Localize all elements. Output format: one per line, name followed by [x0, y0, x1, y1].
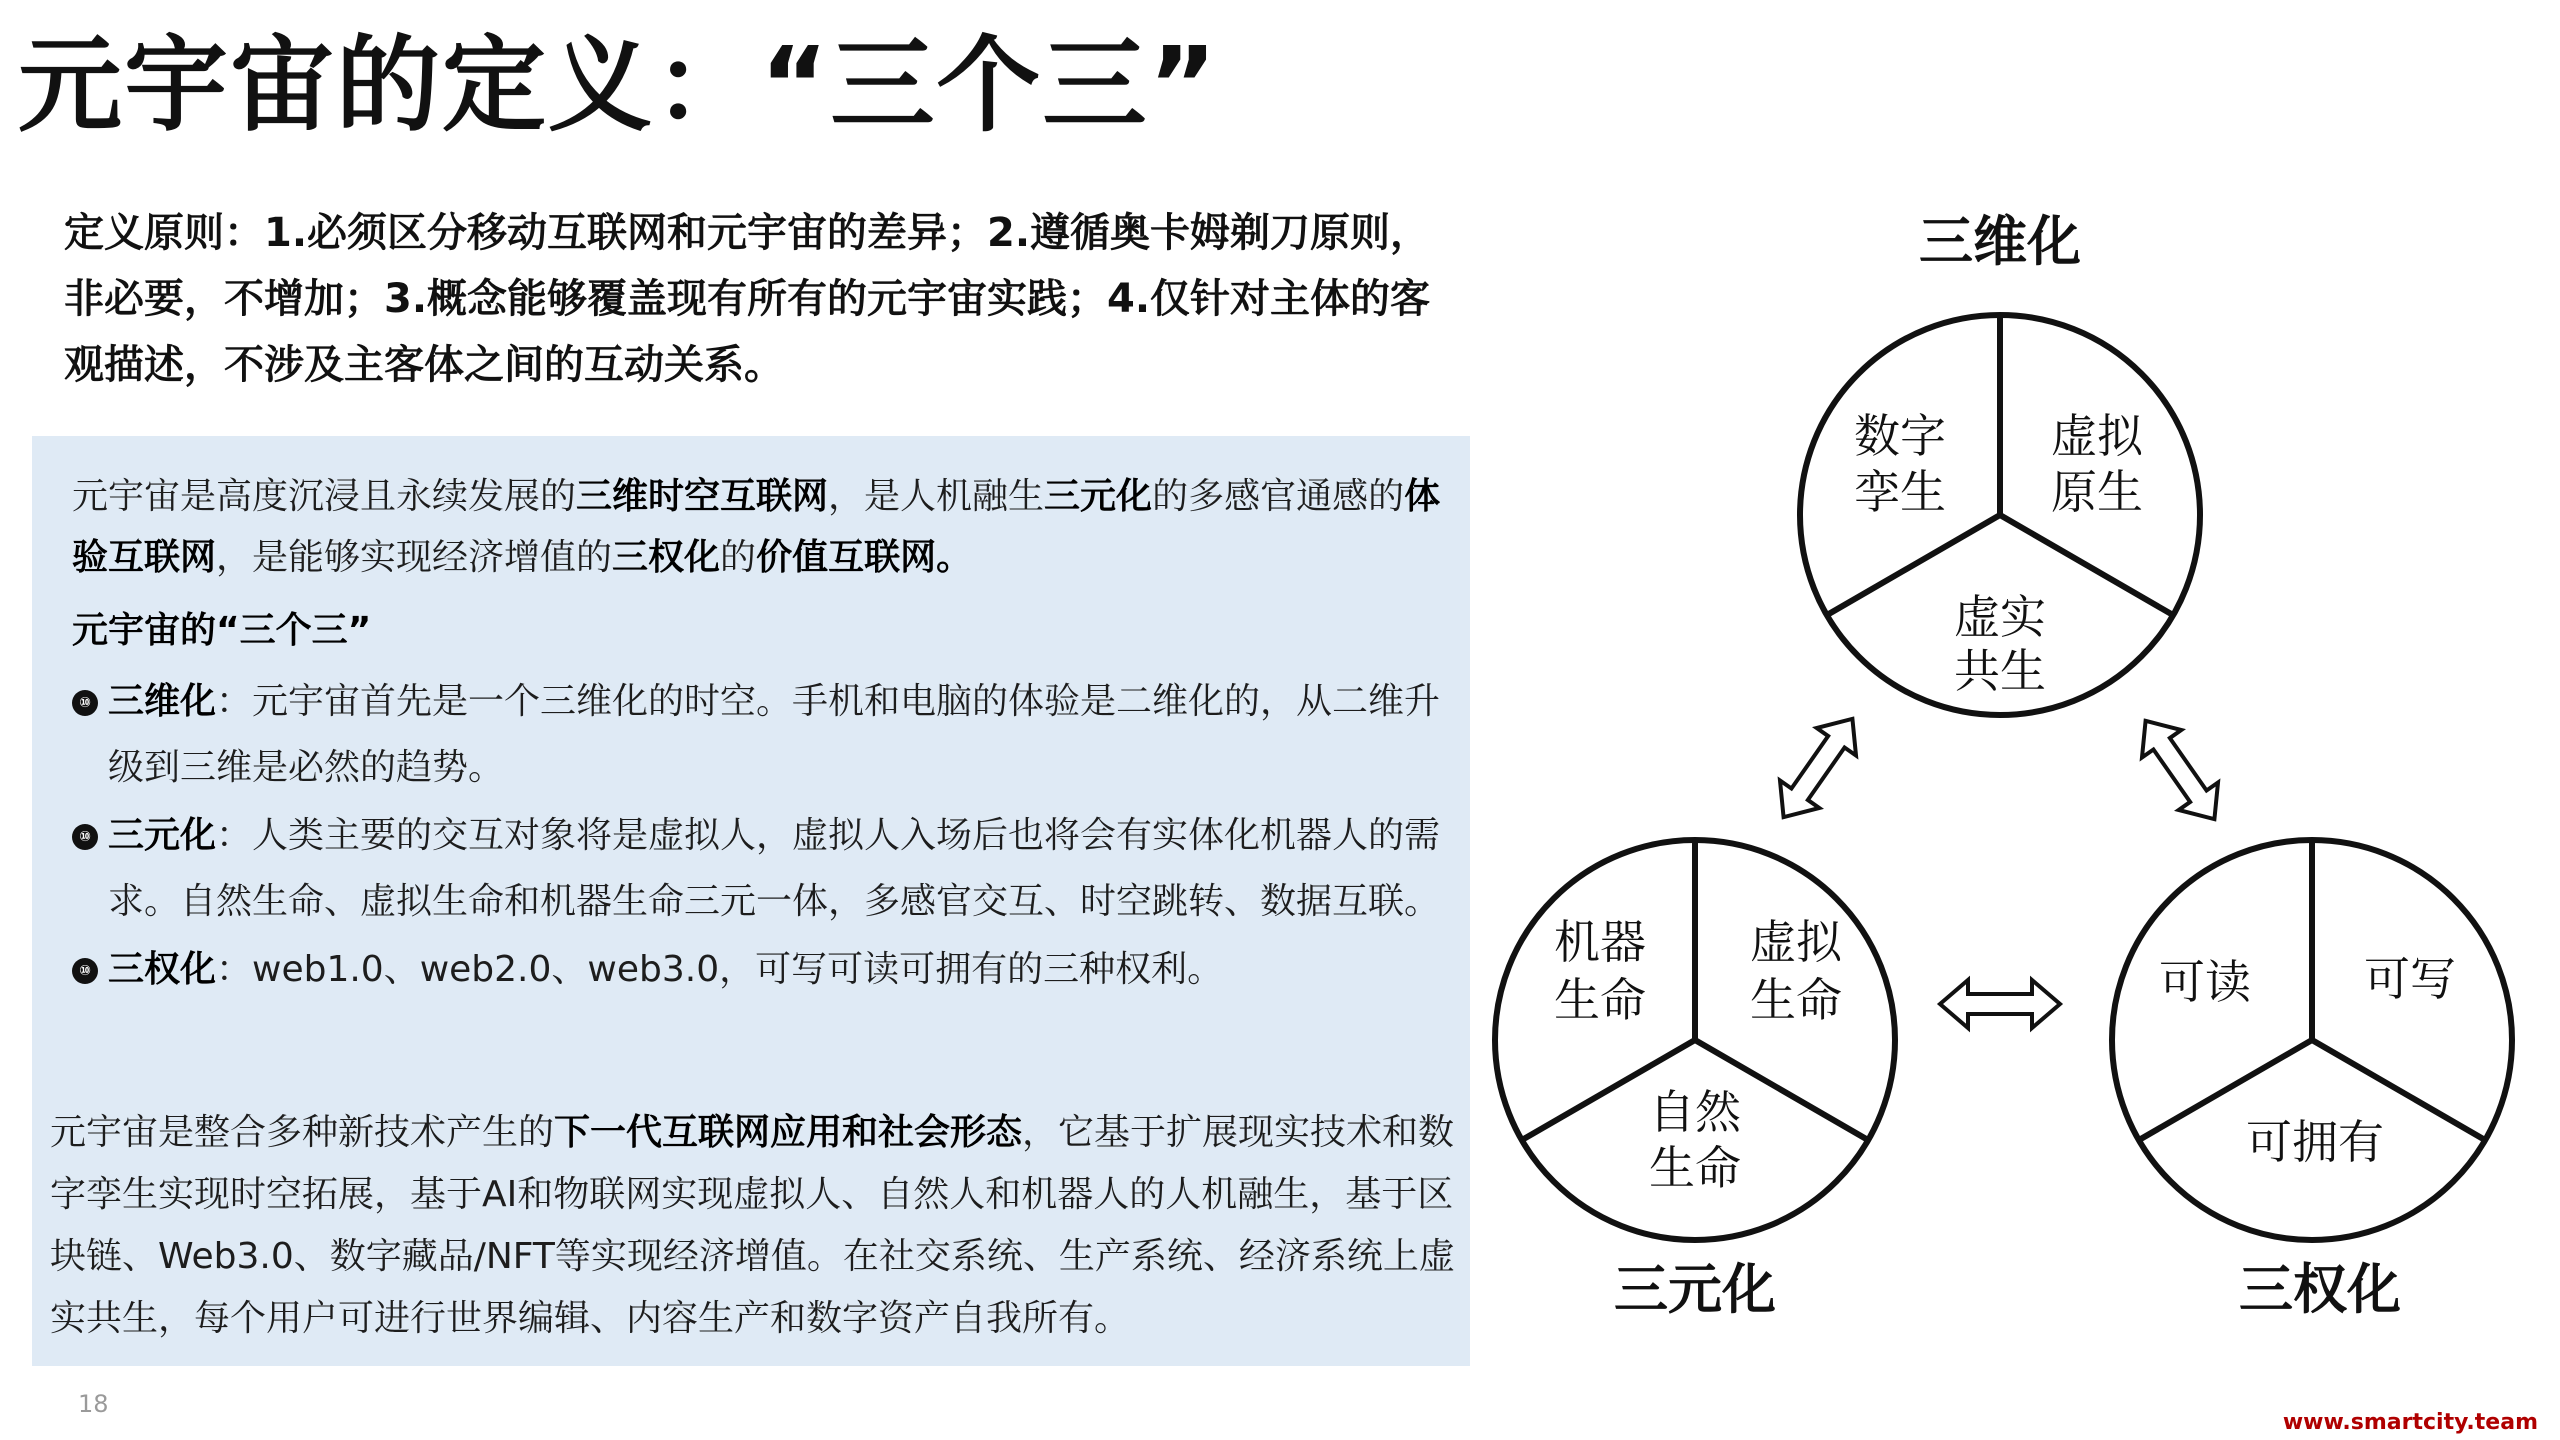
circle-ternary-title: 三元化	[1614, 1258, 1776, 1321]
bullet-term: 三权化	[108, 949, 217, 990]
segment-label: 孪生	[1854, 465, 1946, 519]
double-arrow-icon	[2126, 707, 2234, 833]
segment-label: 可读	[2159, 955, 2251, 1009]
intro-paragraph	[72, 466, 1442, 588]
segment-label: 虚拟	[1750, 915, 1842, 969]
intro-bold-2: 三元化	[1044, 476, 1153, 517]
circle-3d	[1800, 210, 2200, 715]
bullet-text: ：web1.0、web2.0、web3.0，可写可读可拥有的三种权利。	[216, 949, 1224, 990]
page-title: 元宇宙的定义：“三个三”	[18, 24, 1219, 146]
segment-label: 生命	[1649, 1141, 1741, 1195]
summary-bold-1: 下一代互联网应用和社会形态	[554, 1112, 1023, 1153]
intro-text-1: 元宇宙是高度沉浸且永续发展的	[72, 476, 577, 517]
bullet-icon: ⑩	[72, 824, 98, 850]
segment-label: 机器	[1554, 915, 1646, 969]
segment-label: 生命	[1750, 973, 1842, 1027]
list-item-rights	[72, 937, 1452, 1003]
segment-label: 可拥有	[2246, 1115, 2384, 1169]
circle-rights-title: 三权化	[2239, 1258, 2401, 1321]
summary-text-2: ，它基于扩展现实技术和数字孪生实现时空拓展，基于AI和物联网实现虚拟人、自然人和机器人的人机融生，基于区块链、Web3.0、数字藏品/NFT等实现经济增值。在社交系统、生产系统、经济系统上虚实共生，每个用户可进行世界编辑、内容生产和数字资产自我所有。	[50, 1112, 1455, 1339]
segment-label: 虚实	[1954, 590, 2046, 644]
intro-text-2: ，是人机融生	[828, 476, 1045, 517]
circle-3d-title: 三维化	[1919, 210, 2081, 273]
watermark: www.smartcity.team	[2282, 1410, 2538, 1435]
bullet-text: ：人类主要的交互对象将是虚拟人，虚拟人入场后也将会有实体化机器人的需求。自然生命、虚拟生命和机器生命三元一体，多感官交互、时空跳转、数据互联。	[108, 815, 1441, 922]
segment-label: 可写	[2364, 952, 2456, 1006]
segment-label: 自然	[1649, 1085, 1741, 1139]
bullet-text: ：元宇宙首先是一个三维化的时空。手机和电脑的体验是二维化的，从二维升级到三维是必然的趋势。	[108, 681, 1441, 788]
circle-ternary	[1495, 840, 1895, 1321]
bullet-icon: ⑩	[72, 690, 98, 716]
intro-bold-3: 体验互联网	[72, 476, 1441, 578]
intro-text-3: 的多感官通感的	[1152, 476, 1405, 517]
definition-panel	[32, 436, 1470, 1366]
intro-bold-4: 三权化	[612, 537, 721, 578]
intro-text-4: ，是能够实现经济增值的	[216, 537, 613, 578]
list-item-ternary	[72, 803, 1452, 935]
page-number: 18	[78, 1390, 109, 1418]
segment-label: 虚拟	[2051, 409, 2143, 463]
bullet-term: 三维化	[108, 681, 217, 722]
three-threes-heading: 元宇宙的“三个三”	[72, 610, 372, 651]
intro-bold-1: 三维时空互联网	[576, 476, 829, 517]
three-threes-list	[72, 669, 1452, 1005]
definition-principle: 定义原则：1.必须区分移动互联网和元宇宙的差异；2.遵循奥卡姆剃刀原则，非必要，不增加；3.概念能够覆盖现有所有的元宇宙实践；4.仅针对主体的客观描述，不涉及主客体之间的互动关系。	[64, 210, 1431, 388]
list-item-3d	[72, 669, 1452, 801]
segment-label: 生命	[1554, 973, 1646, 1027]
intro-text-5: 的	[720, 537, 757, 578]
double-arrow-icon	[1940, 980, 2060, 1028]
segment-label: 数字	[1854, 409, 1946, 463]
bullet-icon: ⑩	[72, 958, 98, 984]
segment-label: 共生	[1954, 644, 2046, 698]
segment-label: 原生	[2051, 465, 2143, 519]
circle-rights	[2112, 840, 2512, 1321]
intro-bold-5: 价值互联网。	[756, 537, 973, 578]
three-threes-diagram	[1460, 190, 2560, 1390]
summary-paragraph	[50, 1102, 1460, 1350]
summary-text-1: 元宇宙是整合多种新技术产生的	[50, 1112, 555, 1153]
bullet-term: 三元化	[108, 815, 217, 856]
double-arrow-icon	[1764, 705, 1872, 831]
